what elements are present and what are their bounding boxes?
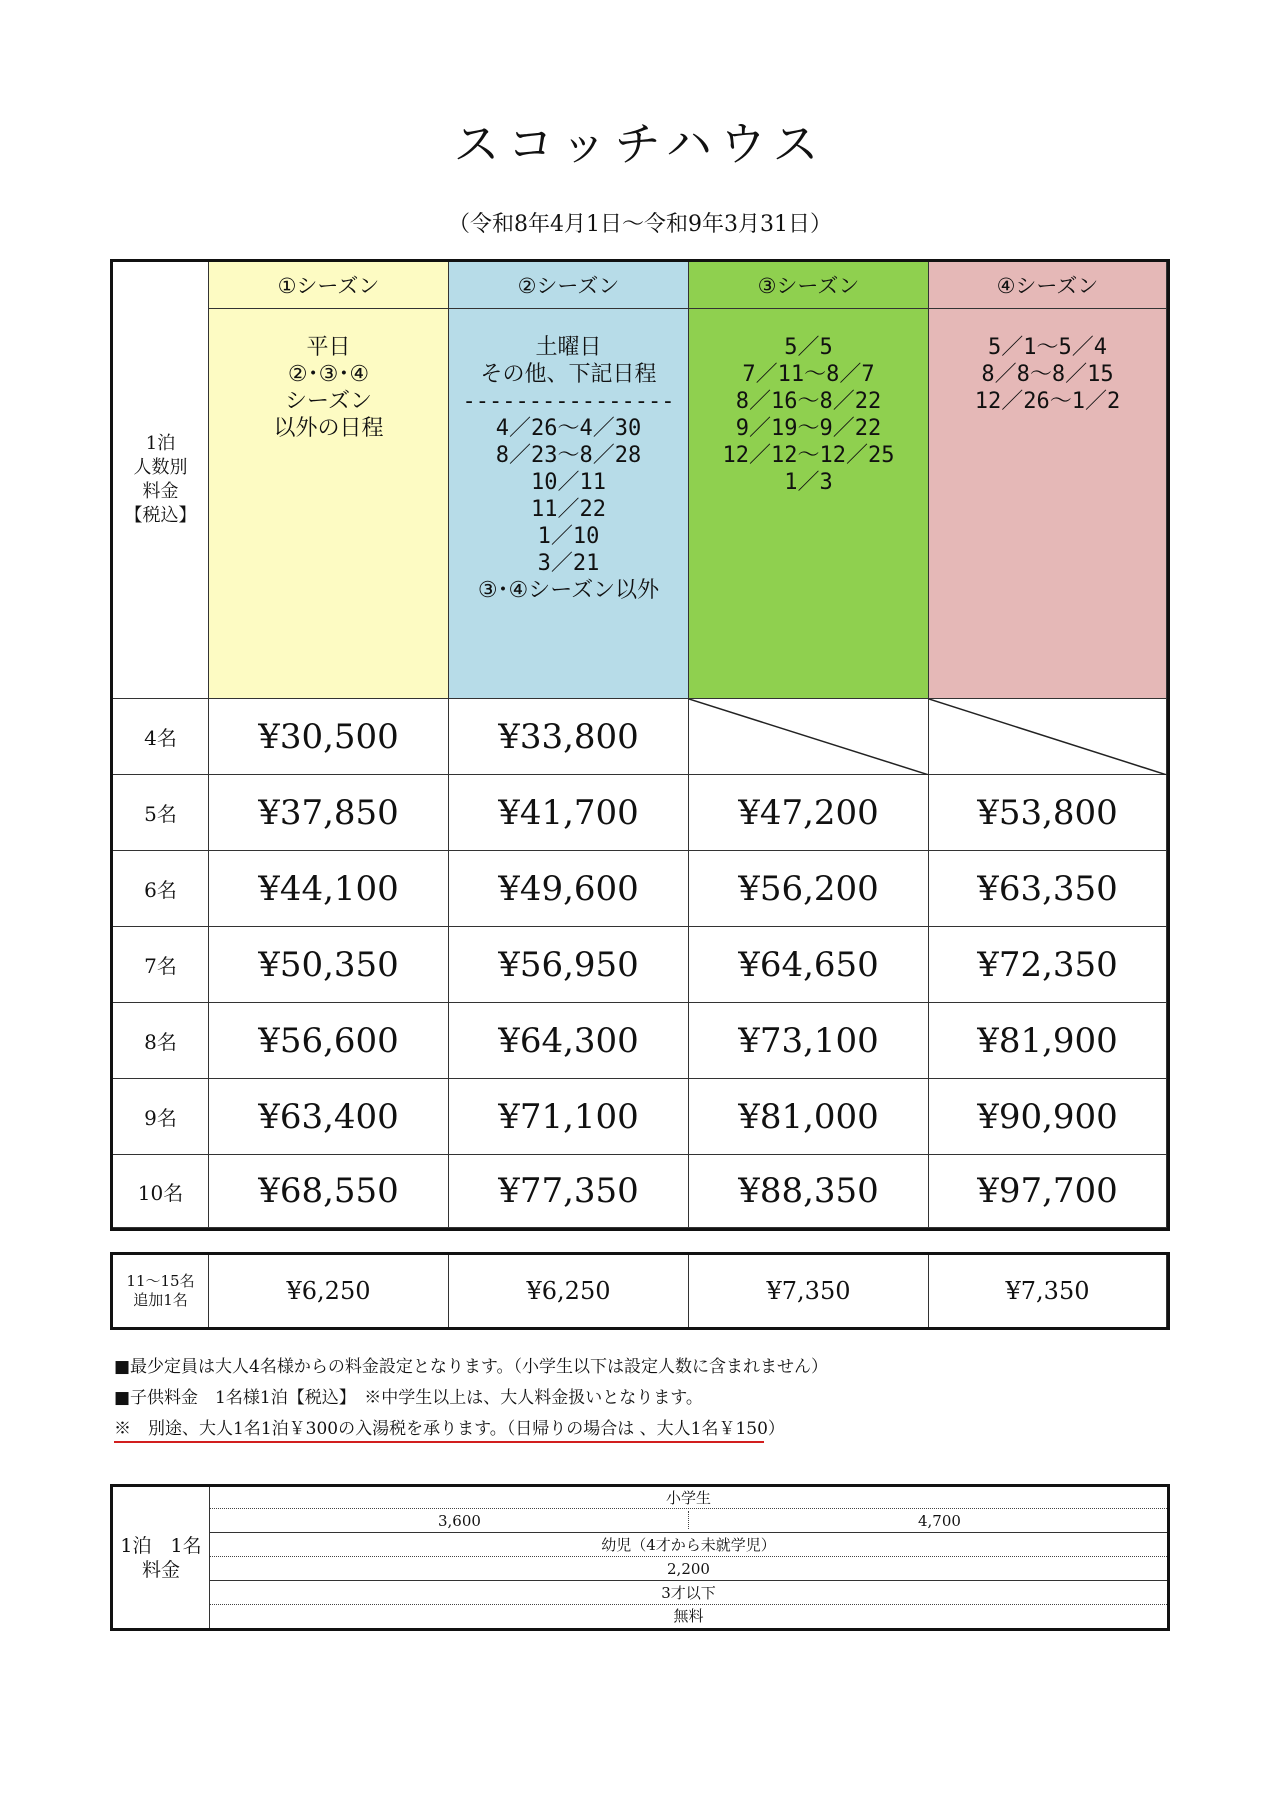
- season-header-3: ③シーズン: [689, 262, 929, 309]
- row-people-count: 6名: [113, 851, 209, 927]
- validity-period: （令和8年4月1日～令和9年3月31日）: [448, 212, 832, 237]
- price-cell: ¥77,350: [449, 1155, 689, 1228]
- price-cell: ¥72,350: [929, 927, 1167, 1003]
- price-cell: ¥56,950: [449, 927, 689, 1003]
- not-available-cell: [929, 699, 1167, 775]
- price-cell: ¥90,900: [929, 1079, 1167, 1155]
- row-people-count: 8名: [113, 1003, 209, 1079]
- extra-price-cell: ¥7,350: [929, 1255, 1167, 1327]
- price-cell: ¥81,000: [689, 1079, 929, 1155]
- price-cell: ¥56,600: [209, 1003, 449, 1079]
- diagonal-line: [689, 699, 929, 775]
- rate-table: [110, 259, 1170, 1231]
- not-available-cell: [689, 699, 929, 775]
- note-minimum-capacity: ■最少定員は大人4名様からの料金設定となります。（小学生以下は設定人数に含まれません）: [114, 1357, 829, 1377]
- season-schedule-3: 5／5 7／11～8／7 8／16～8／22 9／19～9／22 12／12～12／25 1／3: [689, 309, 929, 699]
- price-cell: ¥37,850: [209, 775, 449, 851]
- extra-price-cell: ¥7,350: [689, 1255, 929, 1327]
- side-label: 1泊 人数別 料金 【税込】: [113, 262, 209, 699]
- infant-price: 2,200: [210, 1557, 1167, 1581]
- season-schedule-4: 5／1～5／4 8／8～8／15 12／26～1／2: [929, 309, 1167, 699]
- child-rate-table: [110, 1484, 1170, 1631]
- page-title: スコッチハウス: [453, 117, 827, 171]
- elementary-heading: 小学生: [210, 1487, 1167, 1509]
- note-bathing-tax-text: ※ 別途、大人1名1泊￥300の入湯税を承ります。（日帰りの場合は 、大人1名￥150）: [114, 1419, 785, 1439]
- row-people-count: 5名: [113, 775, 209, 851]
- row-people-count: 4名: [113, 699, 209, 775]
- row-people-count: 10名: [113, 1155, 209, 1228]
- infant-heading: 幼児（4才から未就学児）: [210, 1533, 1167, 1557]
- price-cell: ¥63,350: [929, 851, 1167, 927]
- elementary-prices-row: [210, 1509, 1167, 1533]
- price-cell: ¥64,300: [449, 1003, 689, 1079]
- price-cell: ¥47,200: [689, 775, 929, 851]
- child-rate-label: 1泊 1名 料金: [113, 1487, 210, 1628]
- extra-price-cell: ¥6,250: [449, 1255, 689, 1327]
- red-underline: [114, 1441, 764, 1443]
- elementary-divider: [688, 1511, 689, 1529]
- toddler-heading: 3才以下: [210, 1581, 1167, 1605]
- additional-person-table: [110, 1252, 1170, 1330]
- price-cell: ¥33,800: [449, 699, 689, 775]
- season-schedule-1: 平日 ②･③･④ シーズン 以外の日程: [209, 309, 449, 699]
- elementary-price-2: 4,700: [918, 1512, 961, 1530]
- price-cell: ¥56,200: [689, 851, 929, 927]
- extra-price-cell: ¥6,250: [209, 1255, 449, 1327]
- row-people-count: 7名: [113, 927, 209, 1003]
- elementary-price-1: 3,600: [438, 1512, 481, 1530]
- season-header-4: ④シーズン: [929, 262, 1167, 309]
- price-cell: ¥41,700: [449, 775, 689, 851]
- price-cell: ¥68,550: [209, 1155, 449, 1228]
- season-header-1: ①シーズン: [209, 262, 449, 309]
- price-cell: ¥49,600: [449, 851, 689, 927]
- extra-label: 11～15名 追加1名: [113, 1255, 209, 1327]
- row-people-count: 9名: [113, 1079, 209, 1155]
- season-schedule-2: 土曜日 その他、下記日程 ---------------- 4／26～4／30 8／23～8／28 10／11 11／22 1／10 3／21 ③･④シーズン以外: [449, 309, 689, 699]
- price-cell: ¥81,900: [929, 1003, 1167, 1079]
- price-cell: ¥63,400: [209, 1079, 449, 1155]
- price-cell: ¥73,100: [689, 1003, 929, 1079]
- note-child-fee: ■子供料金 1名様1泊【税込】 ※中学生以上は、大人料金扱いとなります。: [114, 1388, 703, 1408]
- note-bathing-tax: [114, 1414, 785, 1445]
- toddler-price: 無料: [673, 1607, 704, 1625]
- notes: [114, 1352, 828, 1445]
- price-cell: ¥88,350: [689, 1155, 929, 1228]
- diagonal-line: [929, 699, 1167, 775]
- price-cell: ¥50,350: [209, 927, 449, 1003]
- price-cell: ¥64,650: [689, 927, 929, 1003]
- price-cell: ¥71,100: [449, 1079, 689, 1155]
- price-cell: ¥53,800: [929, 775, 1167, 851]
- price-cell: ¥97,700: [929, 1155, 1167, 1228]
- price-cell: ¥30,500: [209, 699, 449, 775]
- season-header-2: ②シーズン: [449, 262, 689, 309]
- price-cell: ¥44,100: [209, 851, 449, 927]
